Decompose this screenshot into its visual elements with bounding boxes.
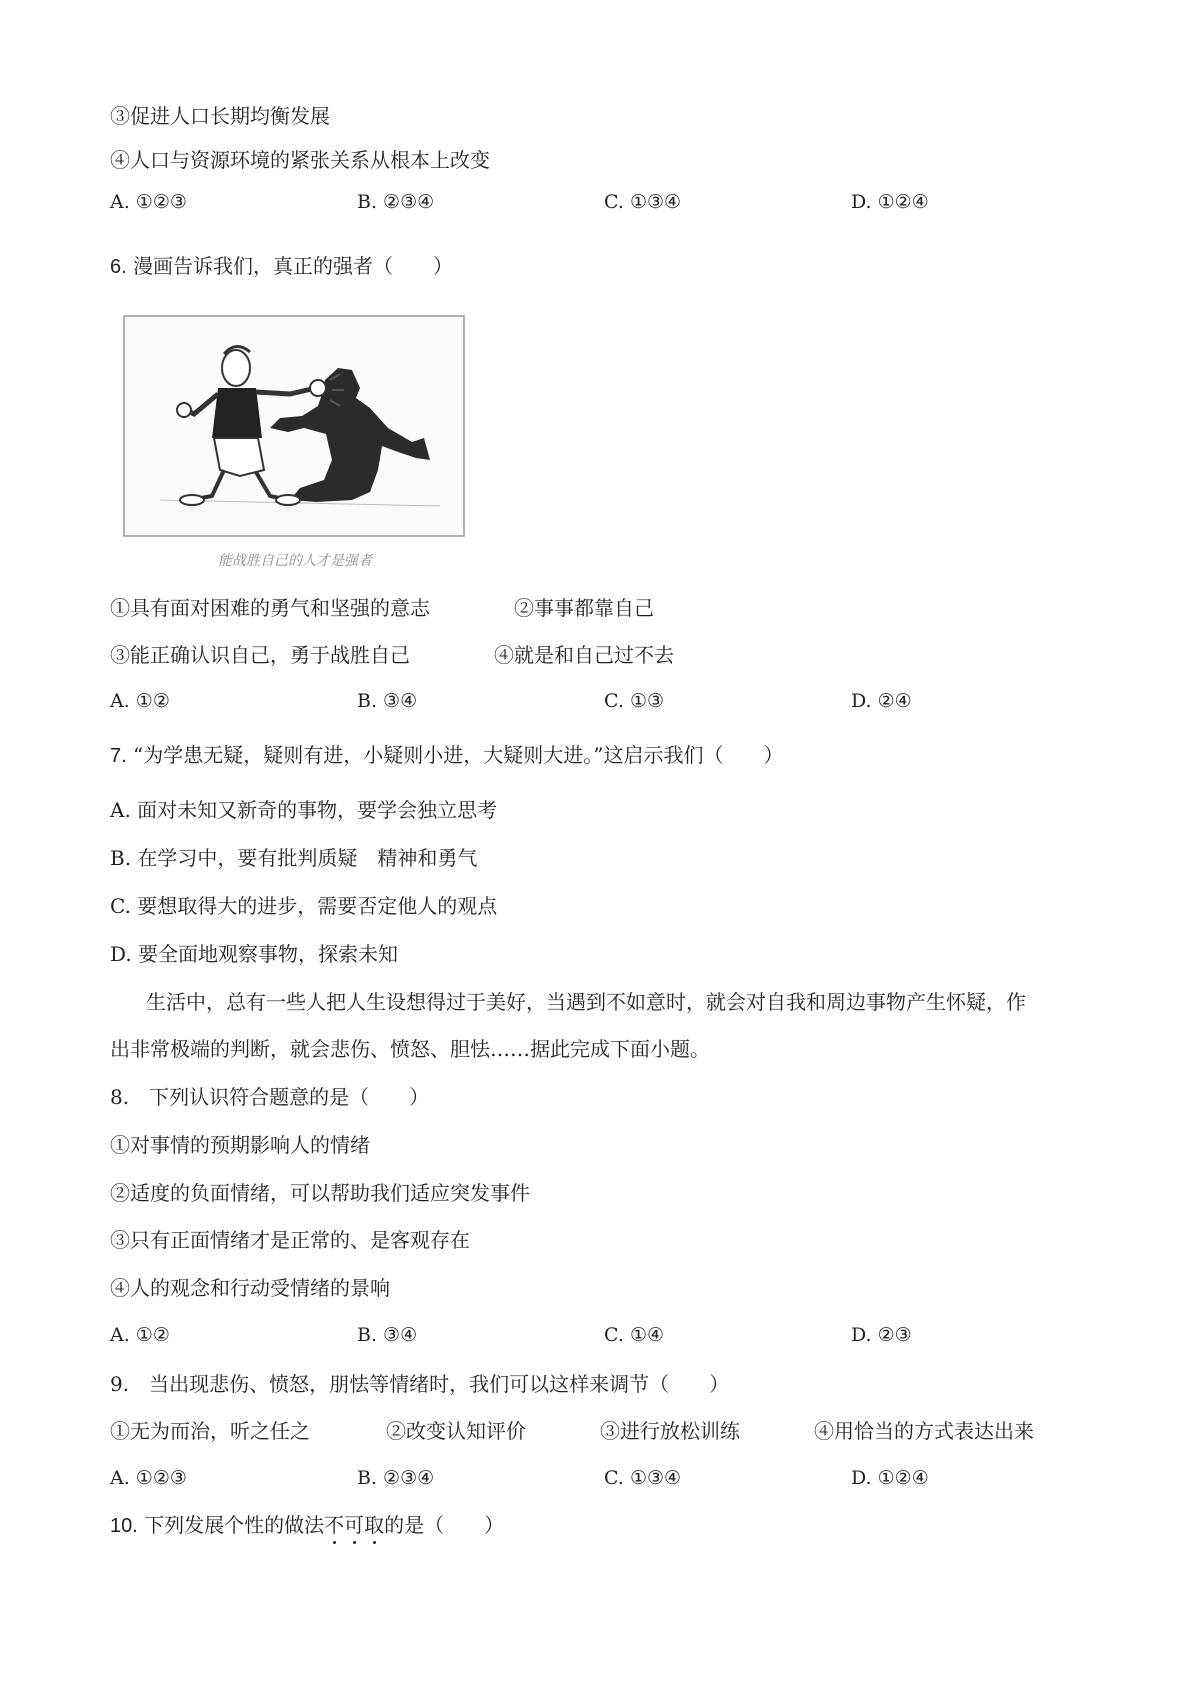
q6-cartoon	[120, 310, 470, 580]
q6-item-2: ②事事都靠自己	[514, 596, 654, 620]
q9-option-a: A. ①②③	[110, 1467, 187, 1489]
q8-item-4: ④人的观念和行动受情绪的景响	[110, 1276, 390, 1300]
q5-option-d: D. ①②④	[851, 191, 929, 213]
q8-option-b: B. ③④	[357, 1324, 418, 1346]
q8-item-2: ②适度的负面情绪，可以帮助我们适应突发事件	[110, 1181, 530, 1205]
q9-option-c: C. ①③④	[604, 1467, 682, 1489]
q8-item-3: ③只有正面情绪才是正常的、是客观存在	[110, 1228, 470, 1252]
q6-option-b: B. ③④	[357, 690, 418, 712]
q6-question	[110, 256, 453, 277]
q7-option-c: C. 要想取得大的进步，需要否定他人的观点	[110, 894, 498, 918]
q7-option-d: D. 要全面地观察事物，探索未知	[110, 942, 399, 966]
q5-option-b: B. ②③④	[357, 191, 435, 213]
q10-stem-before: 下列发展个性的做法	[144, 1513, 325, 1537]
q10-stem-after: 的是（ ）	[384, 1513, 505, 1537]
q10-question	[110, 1515, 504, 1536]
q6-option-a: A. ①②	[110, 690, 170, 712]
passage-line-1: 生活中，总有一些人把人生设想得过于美好，当遇到不如意时，就会对自我和周边事物产生怀疑，作	[146, 990, 1026, 1014]
q10-emphasis-char: 不	[324, 1515, 344, 1535]
q9-item-4: ④用恰当的方式表达出来	[814, 1419, 1034, 1443]
q6-option-c: C. ①③	[604, 690, 665, 712]
cartoon-illustration	[120, 310, 470, 580]
q5-item-3: ③促进人口长期均衡发展	[110, 104, 330, 128]
q9-option-d: D. ①②④	[851, 1467, 929, 1489]
q5-item-4: ④人口与资源环境的紧张关系从根本上改变	[110, 148, 490, 172]
q9-item-3: ③进行放松训练	[600, 1419, 740, 1443]
q9-stem: 9. 当出现悲伤、愤怒，朋怯等情绪时，我们可以这样来调节（ ）	[110, 1372, 730, 1396]
q9-item-1: ①无为而治，听之任之	[110, 1419, 310, 1443]
q8-option-a: A. ①②	[110, 1324, 170, 1346]
q6-option-d: D. ②④	[851, 690, 912, 712]
q5-option-c: C. ①③④	[604, 191, 682, 213]
q9-item-2: ②改变认知评价	[386, 1419, 526, 1443]
q6-item-3: ③能正确认识自己，勇于战胜自己	[110, 643, 410, 667]
q10-emphasis-char: 取	[364, 1515, 384, 1535]
passage-line-2: 出非常极端的判断，就会悲伤、愤怒、胆怯……据此完成下面小题。	[110, 1037, 710, 1061]
q6-item-4: ④就是和自己过不去	[494, 643, 674, 667]
q5-option-a: A. ①②③	[110, 191, 187, 213]
q7-stem: “为学患无疑，疑则有进，小疑则小进，大疑则大进。”这启示我们（ ）	[133, 743, 784, 767]
q7-question	[110, 745, 784, 766]
q8-item-1: ①对事情的预期影响人的情绪	[110, 1133, 370, 1157]
q6-item-1: ①具有面对困难的勇气和坚强的意志	[110, 596, 430, 620]
q6-number: 6.	[110, 256, 127, 278]
q10-emphasis-char: 可	[344, 1515, 364, 1535]
q8-option-c: C. ①④	[604, 1324, 665, 1346]
q8-stem: 8. 下列认识符合题意的是（ ）	[110, 1085, 430, 1109]
q8-option-d: D. ②③	[851, 1324, 912, 1346]
q7-option-a: A. 面对未知又新奇的事物，要学会独立思考	[110, 798, 498, 822]
q9-option-b: B. ②③④	[357, 1467, 435, 1489]
q7-number: 7.	[110, 745, 127, 767]
q6-stem: 漫画告诉我们，真正的强者（ ）	[133, 254, 454, 278]
q7-option-b: B. 在学习中，要有批判质疑 精神和勇气	[110, 846, 478, 870]
q10-number: 10.	[110, 1515, 138, 1537]
cartoon-caption: 能战胜自己的人才是强者	[218, 553, 372, 569]
